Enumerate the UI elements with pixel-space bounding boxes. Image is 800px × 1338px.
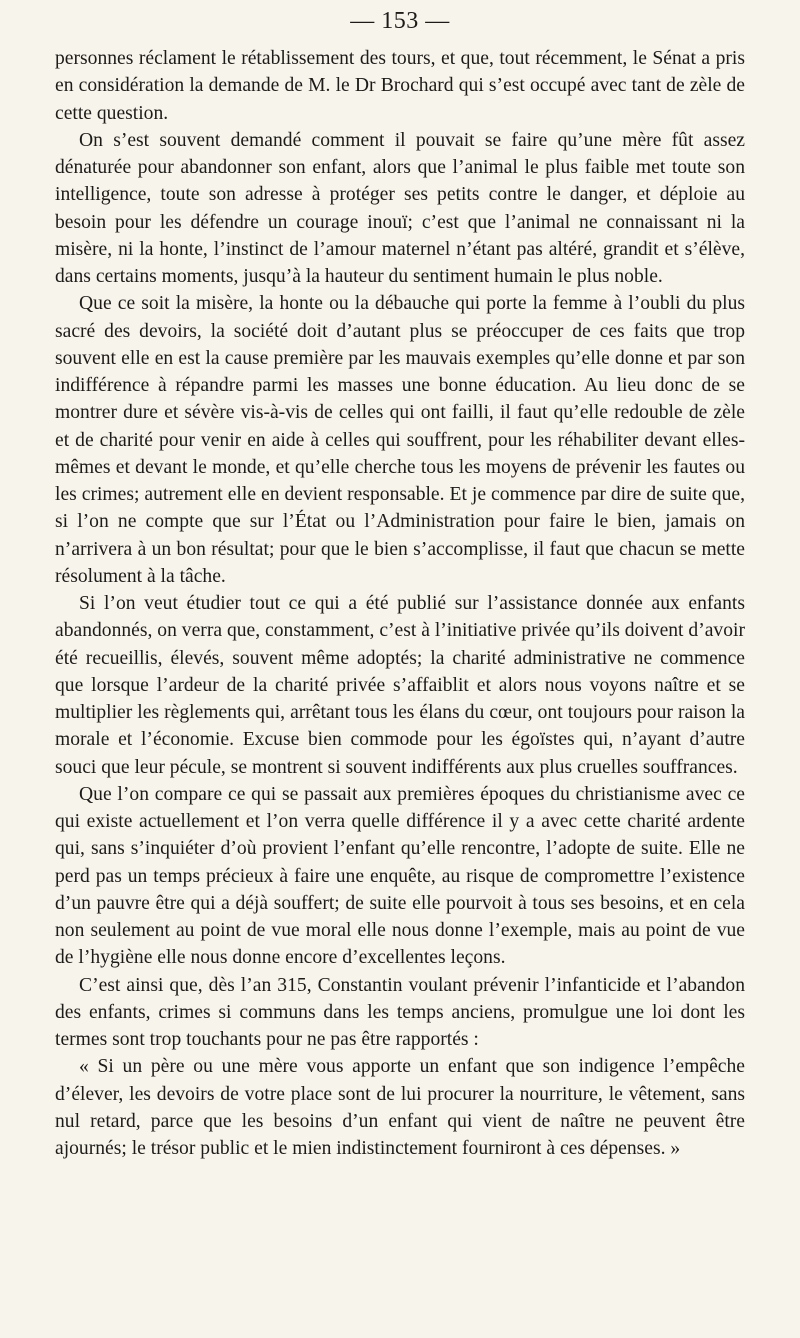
paragraph: C’est ainsi que, dès l’an 315, Constantin voulant prévenir l’infanticide et l’abandon des enfants, crimes si communs dans les temps anciens, promulgue une loi dont les termes sont trop touchants pour ne pas être rapportés : — [55, 974, 745, 1050]
paragraph: Que ce soit la misère, la honte ou la débauche qui porte la femme à l’oubli du plus sacré des devoirs, la société doit d’autant plus se préoccuper de ces faits que trop souvent elle en est la cause première par les mauvais exemples qu’elle donne et par son indifférence à répandre parmi les masses une bonne éducation. Au lieu donc de se montrer dure et sévère vis-à-vis de celles qui ont failli, il faut qu’elle redouble de zèle et de charité pour venir en aide à celles qui souffrent, pour les réhabiliter devant elles-mêmes et devant le monde, et qu’elle cherche tous les moyens de prévenir les fautes ou les crimes; autrement elle en devient responsable. Et je commence par dire de suite que, si l’on ne compte que sur l’État ou l’Administration pour faire le bien, jamais on n’arrivera à un bon résultat; pour que le bien s’accomplisse, il faut que chacun se mette résolument à la tâche. — [55, 293, 745, 587]
paragraph: Que l’on compare ce qui se passait aux premières époques du christianisme avec ce qui existe actuellement et l’on verra quelle différence il y a avec cette charité ardente qui, sans s’inquiéter d’où provient l’enfant qu’elle rencontre, l’adopte de suite. Elle ne perd pas un temps précieux à faire une enquête, au risque de compromettre l’existence d’un pauvre être qui a déjà souffert; de suite elle pourvoit à tous ses besoins, et en cela non seulement au point de vue moral elle nous donne l’exemple, mais au point de vue de l’hygiène elle nous donne encore d’excellentes leçons. — [55, 783, 745, 969]
page-number: — 153 — — [350, 8, 450, 34]
quotation-paragraph: « Si un père ou une mère vous apporte un enfant que son indigence l’empêche d’élever, les devoirs de votre place sont de lui procurer la nourriture, le vêtement, sans nul retard, parce que les besoins d’un enfant qui vient de naître ne peuvent être ajournés; le trésor public et le mien indistinctement fourniront à ces dépenses. » — [55, 1056, 745, 1159]
paragraph: Si l’on veut étudier tout ce qui a été publié sur l’assistance donnée aux enfants abandonnés, on verra que, constamment, c’est à l’initiative privée qu’ils doivent d’avoir été recueillis, élevés, souvent même adoptés; la charité administrative ne commence que lorsque l’ardeur de la charité privée s’affaiblit et alors nous voyons naître et se multiplier les règlements qui, arrêtant tous les élans du cœur, ont toujours pour raison la morale et l’économie. Excuse bien commode pour les égoïstes qui, n’ayant d’autre souci que leur pécule, se montrent si souvent indifférents aux plus cruelles souffrances. — [55, 593, 745, 778]
paragraph: On s’est souvent demandé comment il pouvait se faire qu’une mère fût assez dénaturée pour abandonner son enfant, alors que l’animal le plus faible met toute son intelligence, toute son adresse à protéger ses petits contre le danger, et déploie au besoin pour les défendre un courage inouï; c’est que l’animal ne connaissant ni la misère, ni la honte, l’instinct de l’amour maternel n’étant pas altéré, grandit et s’élève, dans certains moments, jusqu’à la hauteur du sentiment humain le plus noble. — [55, 129, 745, 287]
body-text — [55, 45, 745, 1162]
paragraph-continuation: personnes réclament le rétablissement des tours, et que, tout récemment, le Sénat a pris en considération la demande de M. le Dr Brochard qui s’est occupé avec tant de zèle de cette question. — [55, 48, 745, 124]
